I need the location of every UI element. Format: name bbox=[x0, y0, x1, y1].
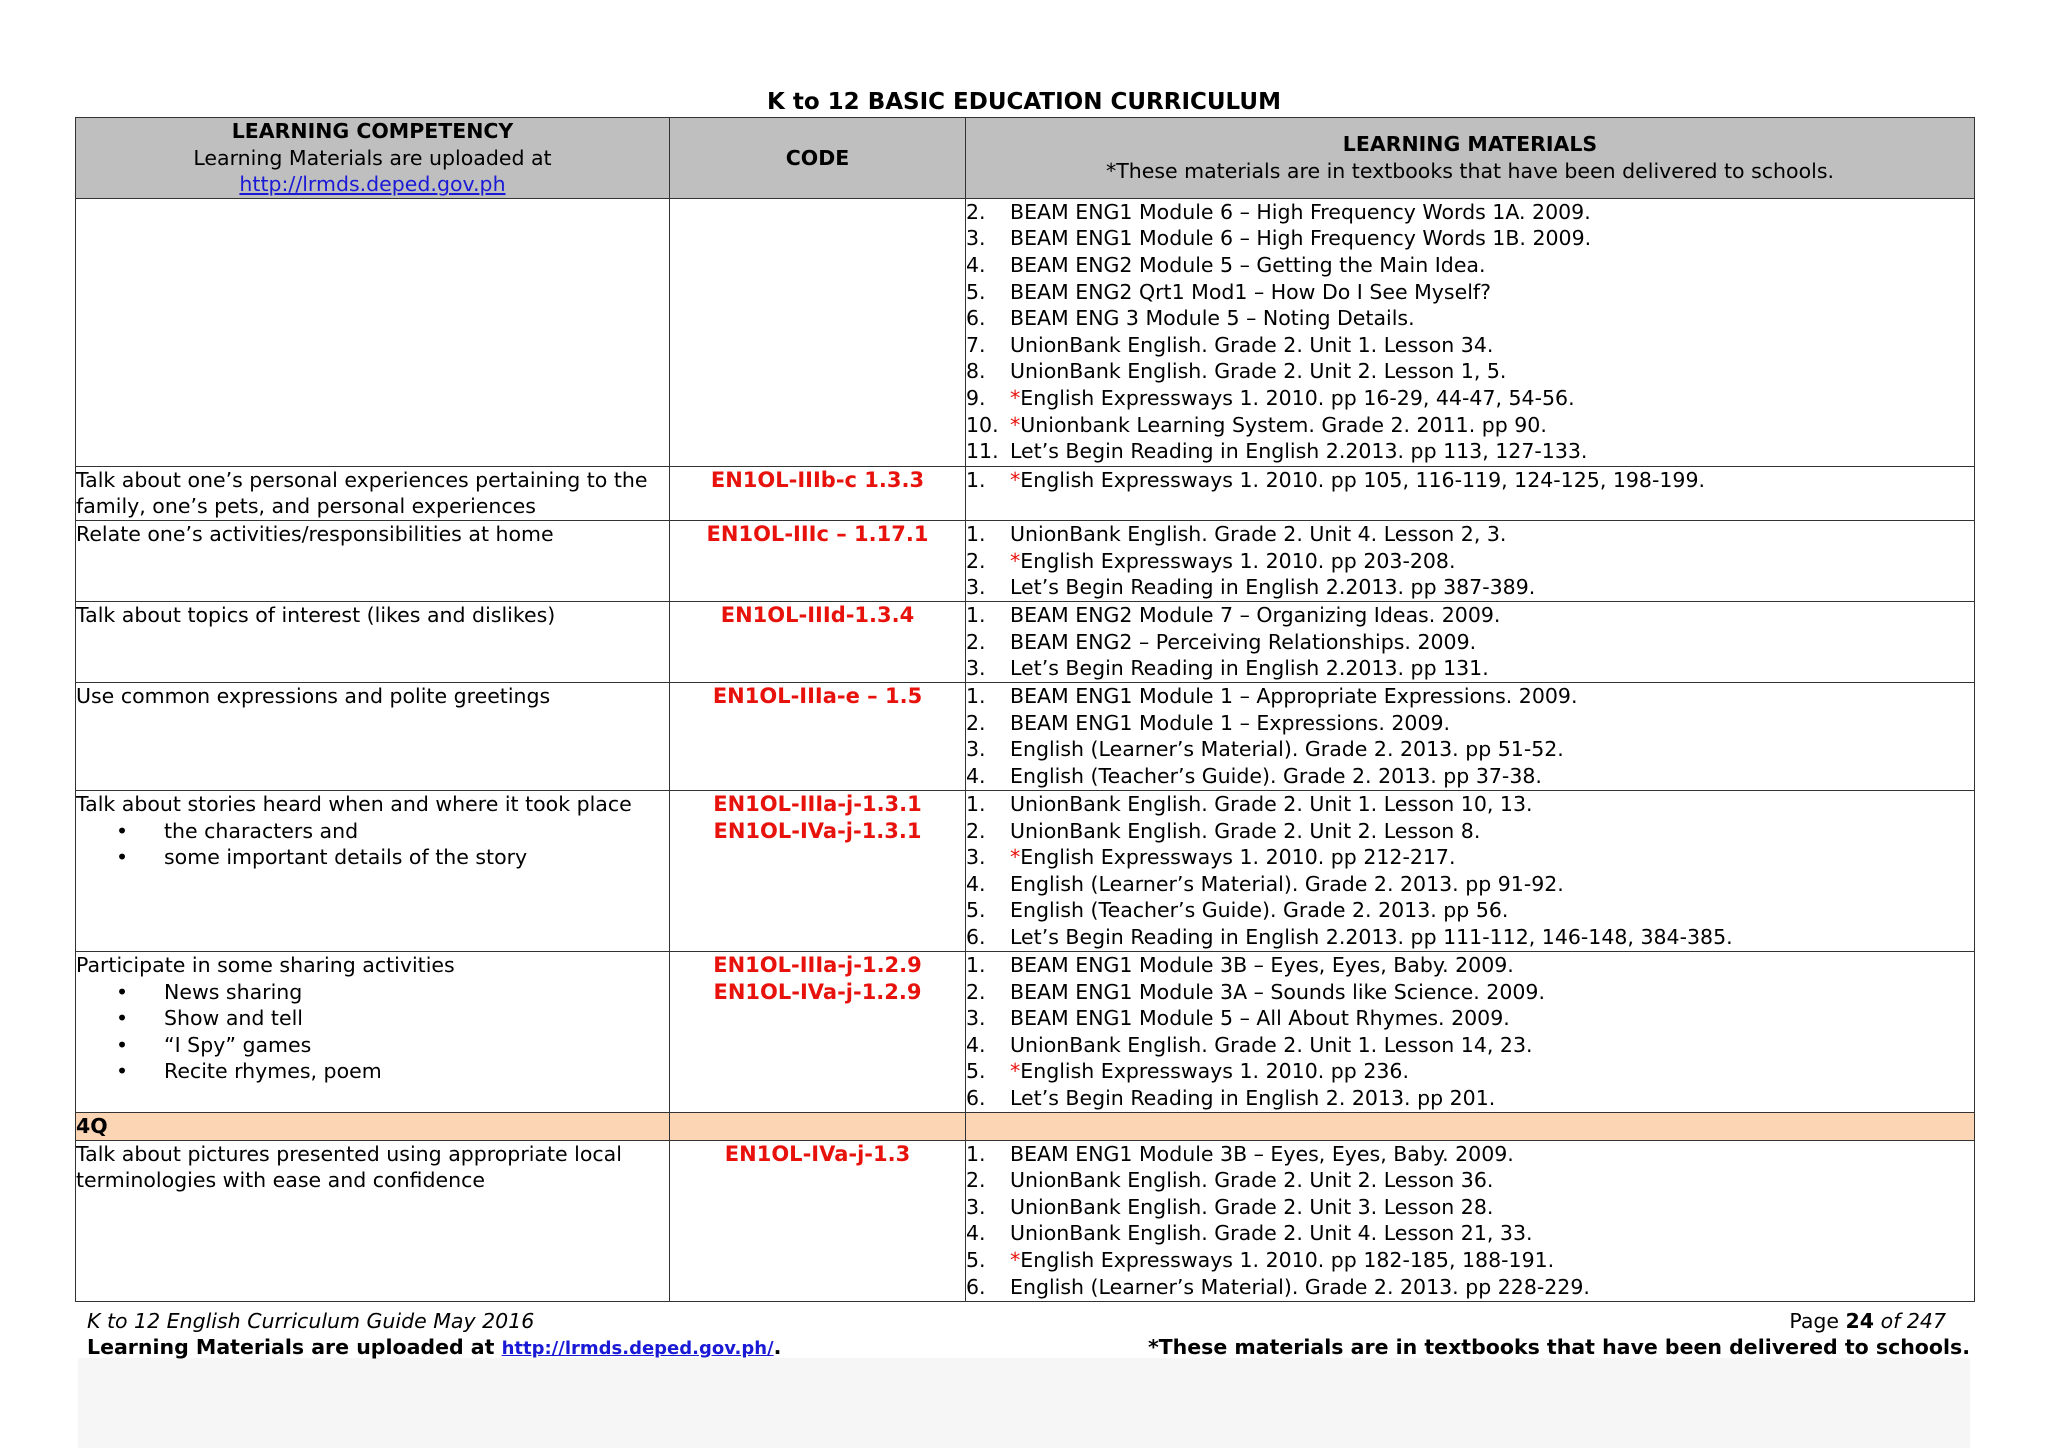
material-item bbox=[966, 1032, 1974, 1059]
material-number: 2. bbox=[966, 818, 986, 843]
quarter-row bbox=[76, 1112, 1975, 1140]
material-item bbox=[966, 574, 1974, 601]
material-item bbox=[966, 979, 1974, 1006]
material-number: 10. bbox=[966, 412, 999, 437]
footer-guide: K to 12 English Curriculum Guide May 2016 bbox=[87, 1309, 535, 1333]
competency-cell bbox=[76, 1140, 670, 1301]
footer-left bbox=[87, 1308, 781, 1362]
textbook-marker: * bbox=[1010, 412, 1021, 437]
bullet-text: News sharing bbox=[164, 979, 303, 1004]
bullet-text: some important details of the story bbox=[164, 845, 528, 870]
material-text: UnionBank English. Grade 2. Unit 2. Lesson 8. bbox=[1010, 818, 1481, 843]
material-text: BEAM ENG2 Qrt1 Mod1 – How Do I See Myself? bbox=[1010, 279, 1492, 304]
code-cell bbox=[670, 682, 966, 790]
materials-cell bbox=[966, 790, 1975, 951]
material-text: Let’s Begin Reading in English 2. 2013. pp 201. bbox=[1010, 1085, 1496, 1110]
material-text: UnionBank English. Grade 2. Unit 1. Lesson 34. bbox=[1010, 332, 1494, 357]
material-text: BEAM ENG2 Module 5 – Getting the Main Idea. bbox=[1010, 252, 1486, 277]
document-title: K to 12 BASIC EDUCATION CURRICULUM bbox=[767, 89, 1281, 115]
footer-lrmds-link[interactable]: http://lrmds.deped.gov.ph/ bbox=[501, 1338, 774, 1359]
material-item bbox=[966, 736, 1974, 763]
material-number: 1. bbox=[966, 467, 986, 492]
material-text: UnionBank English. Grade 2. Unit 4. Lesson 21, 33. bbox=[1010, 1221, 1533, 1246]
code-cell bbox=[670, 601, 966, 682]
material-item bbox=[966, 952, 1974, 979]
material-number: 2. bbox=[966, 710, 986, 735]
material-text: Unionbank Learning System. Grade 2. 2011. pp 90. bbox=[1020, 412, 1547, 437]
material-text: English Expressways 1. 2010. pp 203-208. bbox=[1020, 548, 1456, 573]
textbook-marker: * bbox=[1010, 385, 1021, 410]
material-number: 1. bbox=[966, 1141, 986, 1166]
bullet-icon: • bbox=[116, 1032, 129, 1057]
material-number: 3. bbox=[966, 737, 986, 762]
competency-text: Talk about one’s personal experiences pertaining to the family, one’s pets, and personal experiences bbox=[76, 467, 648, 519]
curriculum-table bbox=[75, 117, 1975, 1302]
competency-text: Relate one’s activities/responsibilities at home bbox=[76, 521, 554, 546]
materials-cell bbox=[966, 951, 1975, 1112]
materials-cell bbox=[966, 601, 1975, 682]
material-item bbox=[966, 252, 1974, 279]
material-number: 3. bbox=[966, 656, 986, 681]
material-item bbox=[966, 1274, 1974, 1301]
material-item bbox=[966, 1167, 1974, 1194]
material-item bbox=[966, 332, 1974, 359]
material-number: 6. bbox=[966, 924, 986, 949]
material-item bbox=[966, 871, 1974, 898]
table-row bbox=[76, 601, 1975, 682]
material-number: 5. bbox=[966, 279, 986, 304]
footer-uploaded-end: . bbox=[773, 1335, 782, 1359]
material-item bbox=[966, 438, 1974, 465]
table-row bbox=[76, 790, 1975, 951]
materials-list bbox=[966, 952, 1974, 1112]
competency-cell bbox=[76, 198, 670, 466]
material-number: 5. bbox=[966, 1247, 986, 1272]
material-number: 1. bbox=[966, 683, 986, 708]
code-cell bbox=[670, 466, 966, 520]
header-competency-sub: Learning Materials are uploaded at bbox=[193, 145, 552, 170]
table-row bbox=[76, 951, 1975, 1112]
page-total: of 247 bbox=[1874, 1309, 1946, 1333]
material-item bbox=[966, 225, 1974, 252]
material-item bbox=[966, 844, 1974, 871]
material-item bbox=[966, 305, 1974, 332]
competency-code: EN1OL-IIId-1.3.4 bbox=[720, 602, 915, 627]
material-text: English Expressways 1. 2010. pp 105, 116-119, 124-125, 198-199. bbox=[1020, 467, 1706, 492]
header-competency-title: LEARNING COMPETENCY bbox=[231, 119, 514, 143]
competency-text: Participate in some sharing activities bbox=[76, 952, 455, 977]
code-cell bbox=[670, 790, 966, 951]
material-text: BEAM ENG 3 Module 5 – Noting Details. bbox=[1010, 306, 1415, 331]
materials-list bbox=[966, 521, 1974, 601]
footer-right bbox=[1148, 1308, 1970, 1360]
competency-code: EN1OL-IIIa-j-1.2.9 bbox=[713, 952, 922, 977]
material-item bbox=[966, 1247, 1974, 1274]
competency-bullet-item bbox=[116, 1032, 669, 1059]
competency-cell bbox=[76, 601, 670, 682]
materials-cell bbox=[966, 520, 1975, 601]
table-row bbox=[76, 466, 1975, 520]
materials-cell bbox=[966, 1140, 1975, 1301]
material-text: English (Teacher’s Guide). Grade 2. 2013. pp 56. bbox=[1010, 898, 1509, 923]
quarter-code-cell bbox=[670, 1112, 966, 1140]
material-item bbox=[966, 1220, 1974, 1247]
materials-list bbox=[966, 791, 1974, 951]
code-cell bbox=[670, 520, 966, 601]
material-item bbox=[966, 629, 1974, 656]
textbook-marker: * bbox=[1010, 467, 1021, 492]
material-text: BEAM ENG2 – Perceiving Relationships. 2009. bbox=[1010, 629, 1477, 654]
material-number: 6. bbox=[966, 306, 986, 331]
materials-list bbox=[966, 683, 1974, 789]
material-number: 3. bbox=[966, 226, 986, 251]
material-text: Let’s Begin Reading in English 2.2013. pp 113, 127-133. bbox=[1010, 439, 1588, 464]
material-number: 3. bbox=[966, 1194, 986, 1219]
material-item bbox=[966, 358, 1974, 385]
material-text: English Expressways 1. 2010. pp 16-29, 44-47, 54-56. bbox=[1020, 385, 1575, 410]
material-number: 3. bbox=[966, 575, 986, 600]
material-number: 3. bbox=[966, 1006, 986, 1031]
material-text: English (Learner’s Material). Grade 2. 2013. pp 228-229. bbox=[1010, 1274, 1590, 1299]
material-item bbox=[966, 521, 1974, 548]
material-item bbox=[966, 1005, 1974, 1032]
bullet-text: the characters and bbox=[164, 818, 359, 843]
material-number: 2. bbox=[966, 979, 986, 1004]
material-text: BEAM ENG1 Module 6 – High Frequency Words 1B. 2009. bbox=[1010, 226, 1592, 251]
competency-bullets bbox=[76, 818, 669, 871]
material-text: UnionBank English. Grade 2. Unit 4. Lesson 2, 3. bbox=[1010, 521, 1507, 546]
material-item bbox=[966, 1058, 1974, 1085]
textbook-marker: * bbox=[1010, 1059, 1021, 1084]
material-text: English (Learner’s Material). Grade 2. 2013. pp 91-92. bbox=[1010, 871, 1564, 896]
header-code-title: CODE bbox=[785, 145, 850, 170]
competency-text: Talk about pictures presented using appropriate local terminologies with ease and confidence bbox=[76, 1141, 622, 1193]
material-number: 6. bbox=[966, 1085, 986, 1110]
code-cell bbox=[670, 198, 966, 466]
competency-cell bbox=[76, 951, 670, 1112]
material-text: Let’s Begin Reading in English 2.2013. pp 131. bbox=[1010, 656, 1489, 681]
material-number: 7. bbox=[966, 332, 986, 357]
table-header-row bbox=[76, 118, 1975, 199]
materials-list bbox=[966, 199, 1974, 465]
material-text: BEAM ENG1 Module 6 – High Frequency Words 1A. 2009. bbox=[1010, 199, 1591, 224]
material-number: 2. bbox=[966, 1168, 986, 1193]
competency-cell bbox=[76, 520, 670, 601]
competency-code: EN1OL-IIIa-j-1.3.1 bbox=[713, 791, 922, 816]
materials-list bbox=[966, 467, 1974, 494]
material-text: BEAM ENG1 Module 5 – All About Rhymes. 2009. bbox=[1010, 1006, 1510, 1031]
material-text: UnionBank English. Grade 2. Unit 1. Lesson 14, 23. bbox=[1010, 1032, 1533, 1057]
material-number: 4. bbox=[966, 252, 986, 277]
textbook-marker: * bbox=[1010, 548, 1021, 573]
material-item bbox=[966, 385, 1974, 412]
material-item bbox=[966, 791, 1974, 818]
material-item bbox=[966, 1141, 1974, 1168]
material-number: 1. bbox=[966, 602, 986, 627]
textbook-marker: * bbox=[1010, 845, 1021, 870]
materials-list bbox=[966, 1141, 1974, 1301]
code-cell bbox=[670, 951, 966, 1112]
material-item bbox=[966, 818, 1974, 845]
material-item bbox=[966, 683, 1974, 710]
material-text: English Expressways 1. 2010. pp 182-185, 188-191. bbox=[1020, 1247, 1555, 1272]
table-row bbox=[76, 1140, 1975, 1301]
material-number: 1. bbox=[966, 521, 986, 546]
material-text: UnionBank English. Grade 2. Unit 2. Lesson 36. bbox=[1010, 1168, 1494, 1193]
material-text: BEAM ENG1 Module 3B – Eyes, Eyes, Baby. 2009. bbox=[1010, 1141, 1514, 1166]
material-number: 9. bbox=[966, 385, 986, 410]
material-text: BEAM ENG2 Module 7 – Organizing Ideas. 2009. bbox=[1010, 602, 1501, 627]
materials-cell bbox=[966, 198, 1975, 466]
lrmds-link[interactable]: http://lrmds.deped.gov.ph bbox=[239, 172, 506, 197]
materials-cell bbox=[966, 682, 1975, 790]
material-text: Let’s Begin Reading in English 2.2013. pp 387-389. bbox=[1010, 575, 1536, 600]
material-number: 1. bbox=[966, 791, 986, 816]
material-text: BEAM ENG1 Module 1 – Appropriate Expressions. 2009. bbox=[1010, 683, 1578, 708]
bullet-icon: • bbox=[116, 979, 129, 1004]
competency-code: EN1OL-IIIb-c 1.3.3 bbox=[710, 467, 925, 492]
material-number: 11. bbox=[966, 439, 999, 464]
competency-bullet-item bbox=[116, 979, 669, 1006]
material-text: English (Learner’s Material). Grade 2. 2013. pp 51-52. bbox=[1010, 737, 1564, 762]
table-row bbox=[76, 682, 1975, 790]
material-number: 1. bbox=[966, 952, 986, 977]
material-number: 6. bbox=[966, 1274, 986, 1299]
material-item bbox=[966, 412, 1974, 439]
bullet-icon: • bbox=[116, 818, 129, 843]
competency-code: EN1OL-IIIc – 1.17.1 bbox=[706, 521, 929, 546]
material-item bbox=[966, 602, 1974, 629]
materials-list bbox=[966, 602, 1974, 682]
material-item bbox=[966, 1085, 1974, 1112]
header-materials-sub: *These materials are in textbooks that have been delivered to schools. bbox=[1105, 158, 1835, 183]
material-text: English (Teacher’s Guide). Grade 2. 2013. pp 37-38. bbox=[1010, 763, 1542, 788]
material-text: BEAM ENG1 Module 3A – Sounds like Science. 2009. bbox=[1010, 979, 1545, 1004]
competency-bullet-item bbox=[116, 1058, 669, 1085]
material-text: UnionBank English. Grade 2. Unit 1. Lesson 10, 13. bbox=[1010, 791, 1533, 816]
material-item bbox=[966, 897, 1974, 924]
page-number bbox=[1148, 1308, 1970, 1334]
header-code bbox=[670, 118, 966, 199]
header-competency bbox=[76, 118, 670, 199]
material-item bbox=[966, 548, 1974, 575]
competency-bullets bbox=[76, 979, 669, 1085]
material-text: English Expressways 1. 2010. pp 212-217. bbox=[1020, 845, 1456, 870]
bullet-text: Recite rhymes, poem bbox=[164, 1059, 382, 1084]
material-number: 4. bbox=[966, 871, 986, 896]
competency-text: Use common expressions and polite greetings bbox=[76, 683, 551, 708]
footer-uploaded bbox=[87, 1334, 781, 1362]
material-text: UnionBank English. Grade 2. Unit 2. Lesson 1, 5. bbox=[1010, 359, 1507, 384]
material-number: 5. bbox=[966, 898, 986, 923]
header-materials bbox=[966, 118, 1975, 199]
bullet-icon: • bbox=[116, 845, 129, 870]
material-item bbox=[966, 763, 1974, 790]
page-word: Page bbox=[1789, 1309, 1846, 1333]
material-number: 3. bbox=[966, 845, 986, 870]
competency-cell bbox=[76, 790, 670, 951]
bullet-icon: • bbox=[116, 1059, 129, 1084]
bullet-icon: • bbox=[116, 1006, 129, 1031]
material-number: 2. bbox=[966, 199, 986, 224]
competency-bullet-item bbox=[116, 1005, 669, 1032]
material-item bbox=[966, 710, 1974, 737]
competency-bullet-item bbox=[116, 818, 669, 845]
competency-cell bbox=[76, 682, 670, 790]
bullet-text: “I Spy” games bbox=[164, 1032, 312, 1057]
footer-uploaded-text: Learning Materials are uploaded at bbox=[87, 1335, 502, 1359]
competency-text: Talk about topics of interest (likes and dislikes) bbox=[76, 602, 556, 627]
material-text: BEAM ENG1 Module 1 – Expressions. 2009. bbox=[1010, 710, 1451, 735]
material-text: Let’s Begin Reading in English 2.2013. pp 111-112, 146-148, 384-385. bbox=[1010, 924, 1733, 949]
competency-code: EN1OL-IVa-j-1.3 bbox=[724, 1141, 911, 1166]
table-row bbox=[76, 198, 1975, 466]
material-item bbox=[966, 655, 1974, 682]
quarter-materials-cell bbox=[966, 1112, 1975, 1140]
material-number: 4. bbox=[966, 763, 986, 788]
competency-code: EN1OL-IVa-j-1.3.1 bbox=[713, 818, 922, 843]
competency-text: Talk about stories heard when and where it took place bbox=[76, 791, 632, 816]
materials-cell bbox=[966, 466, 1975, 520]
material-number: 8. bbox=[966, 359, 986, 384]
competency-cell bbox=[76, 466, 670, 520]
competency-bullet-item bbox=[116, 844, 669, 871]
material-number: 4. bbox=[966, 1221, 986, 1246]
material-item bbox=[966, 924, 1974, 951]
bullet-text: Show and tell bbox=[164, 1006, 303, 1031]
quarter-label: 4Q bbox=[76, 1112, 670, 1140]
page-current: 24 bbox=[1845, 1309, 1875, 1333]
material-item bbox=[966, 467, 1974, 494]
footer-note: *These materials are in textbooks that have been delivered to schools. bbox=[1147, 1335, 1970, 1359]
material-item bbox=[966, 199, 1974, 226]
competency-code: EN1OL-IIIa-e – 1.5 bbox=[712, 683, 923, 708]
material-number: 5. bbox=[966, 1059, 986, 1084]
textbook-marker: * bbox=[1010, 1247, 1021, 1272]
material-text: UnionBank English. Grade 2. Unit 3. Lesson 28. bbox=[1010, 1194, 1494, 1219]
table-row bbox=[76, 520, 1975, 601]
page-bottom-shade bbox=[78, 1358, 1970, 1448]
header-materials-title: LEARNING MATERIALS bbox=[1342, 132, 1598, 157]
material-number: 2. bbox=[966, 548, 986, 573]
material-text: BEAM ENG1 Module 3B – Eyes, Eyes, Baby. 2009. bbox=[1010, 952, 1514, 977]
material-number: 4. bbox=[966, 1032, 986, 1057]
competency-code: EN1OL-IVa-j-1.2.9 bbox=[713, 979, 922, 1004]
material-item bbox=[966, 279, 1974, 306]
material-item bbox=[966, 1194, 1974, 1221]
code-cell bbox=[670, 1140, 966, 1301]
material-number: 2. bbox=[966, 629, 986, 654]
material-text: English Expressways 1. 2010. pp 236. bbox=[1020, 1059, 1409, 1084]
